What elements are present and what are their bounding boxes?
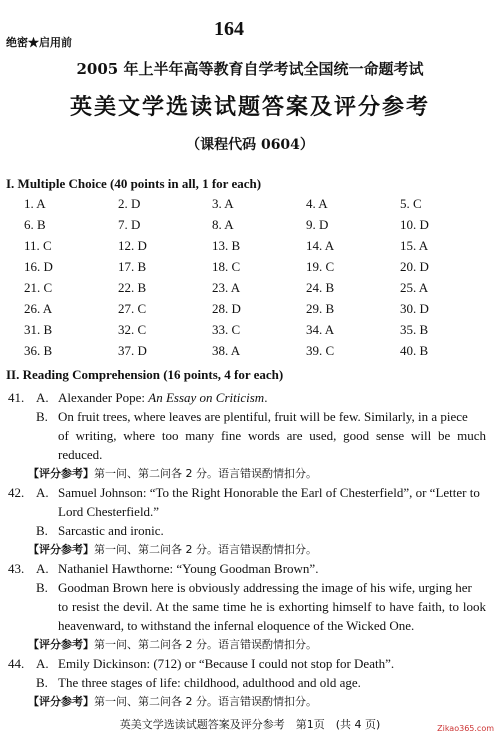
answer-label-a: A. [36, 390, 49, 405]
answer-cell: 3. A [212, 196, 234, 211]
answer-cell: 40. B [400, 343, 429, 358]
answer-label-b: B. [36, 409, 48, 424]
scoring-note [0, 692, 500, 711]
answer-cell: 23. A [212, 280, 241, 295]
scoring-text: 第一问、第二问各 2 分。语言错误酌情扣分。 [94, 638, 317, 651]
scoring-note [0, 464, 500, 483]
answer-cell: 10. D [400, 217, 429, 232]
answer-cell: 27. C [118, 301, 147, 316]
scoring-tag: 【评分参考】 [28, 695, 94, 708]
answer-b-text: Sarcastic and ironic. [58, 523, 164, 538]
answer-label-b: B. [36, 523, 48, 538]
answer-label-b: B. [36, 675, 48, 690]
answer-a-text: Emily Dickinson: (712) or “Because I could not stop for Death”. [58, 656, 395, 671]
question-43 [0, 559, 500, 654]
answer-a-text: Nathaniel Hawthorne: “Young Goodman Brown”. [58, 561, 319, 576]
answer-row [24, 343, 494, 364]
answer-cell: 12. D [118, 238, 147, 253]
answer-b-text: Goodman Brown here is obviously addressing the image of his wife, urging her [58, 580, 472, 595]
answer-cell: 2. D [118, 196, 141, 211]
scoring-text: 第一问、第二问各 2 分。语言错误酌情扣分。 [94, 467, 317, 480]
answer-cell: 34. A [306, 322, 335, 337]
answer-cell: 39. C [306, 343, 335, 358]
answer-b-continued: of writing, where too many fine words are used, good sense will be much reduced. [58, 428, 486, 462]
question-44 [0, 654, 500, 711]
document-title: 英美文学选读试题答案及评分参考 [69, 94, 430, 120]
course-code: （课程代码 0604） [186, 137, 314, 153]
answer-cell: 4. A [306, 196, 328, 211]
watermark: Zikao365.com [437, 724, 494, 733]
question-number: 44. [8, 656, 25, 671]
answer-row [24, 259, 494, 280]
answer-cell: 21. C [24, 280, 53, 295]
answer-row [24, 238, 494, 259]
exam-title: 2005 年上半年高等教育自学考试全国统一命题考试 [76, 60, 424, 78]
answer-label-a: A. [36, 485, 49, 500]
answer-cell: 7. D [118, 217, 141, 232]
confidential-label: 绝密★启用前 [6, 36, 72, 49]
answer-cell: 16. D [24, 259, 53, 274]
scoring-tag: 【评分参考】 [28, 638, 94, 651]
answer-row [24, 322, 494, 343]
question-number: 43. [8, 561, 25, 576]
answer-cell: 36. B [24, 343, 53, 358]
answer-cell: 11. C [24, 238, 52, 253]
reading-answers [0, 388, 500, 711]
answer-a-continued: Lord Chesterfield.” [58, 504, 160, 519]
answer-cell: 6. B [24, 217, 46, 232]
answer-cell: 15. A [400, 238, 429, 253]
page-footer: 英美文学选读试题答案及评分参考 第1页 (共 4 页) [119, 718, 381, 731]
section-heading-reading: II. Reading Comprehension (16 points, 4 for each) [6, 367, 284, 382]
answer-cell: 30. D [400, 301, 429, 316]
scoring-text: 第一问、第二问各 2 分。语言错误酌情扣分。 [94, 695, 317, 708]
answer-grid [24, 196, 494, 364]
answer-cell: 13. B [212, 238, 241, 253]
answer-cell: 35. B [400, 322, 429, 337]
answer-row [24, 196, 494, 217]
answer-label-b: B. [36, 580, 48, 595]
answer-label-a: A. [36, 656, 49, 671]
answer-row [24, 217, 494, 238]
question-41 [0, 388, 500, 483]
section-heading-multiple-choice: I. Multiple Choice (40 points in all, 1 for each) [6, 176, 262, 191]
answer-cell: 26. A [24, 301, 53, 316]
answer-cell: 20. D [400, 259, 429, 274]
answer-a-punct: . [264, 390, 268, 405]
answer-cell: 37. D [118, 343, 147, 358]
answer-cell: 5. C [400, 196, 422, 211]
answer-cell: 32. C [118, 322, 147, 337]
scoring-note [0, 540, 500, 559]
answer-cell: 22. B [118, 280, 147, 295]
answer-a-text: Samuel Johnson: “To the Right Honorable the Earl of Chesterfield”, or “Letter to [58, 485, 480, 500]
answer-row [24, 301, 494, 322]
answer-cell: 24. B [306, 280, 335, 295]
scoring-tag: 【评分参考】 [28, 467, 94, 480]
answer-label-a: A. [36, 561, 49, 576]
answer-cell: 9. D [306, 217, 329, 232]
answer-cell: 33. C [212, 322, 241, 337]
work-title: An Essay on Criticism [148, 390, 265, 405]
page-code: 164 [214, 18, 244, 40]
answer-cell: 28. D [212, 301, 241, 316]
answer-b-text: The three stages of life: childhood, adulthood and old age. [58, 675, 361, 690]
scoring-text: 第一问、第二问各 2 分。语言错误酌情扣分。 [94, 543, 317, 556]
answer-cell: 8. A [212, 217, 234, 232]
answer-cell: 18. C [212, 259, 241, 274]
question-number: 41. [8, 390, 25, 405]
answer-row [24, 280, 494, 301]
scoring-tag: 【评分参考】 [28, 543, 94, 556]
answer-cell: 38. A [212, 343, 241, 358]
answer-cell: 14. A [306, 238, 335, 253]
answer-b-continued: to resist the devil. At the same time he is exhorting himself to have faith, to look heavenward, to withstand the infernal eloquence of the Wicked One. [58, 599, 486, 633]
answer-b-text: On fruit trees, where leaves are plentiful, fruit will be few. Similarly, in a piece [58, 409, 468, 424]
answer-cell: 25. A [400, 280, 429, 295]
answer-a-text: Alexander Pope: [58, 390, 149, 405]
answer-cell: 17. B [118, 259, 147, 274]
scoring-note [0, 635, 500, 654]
answer-cell: 19. C [306, 259, 335, 274]
answer-cell: 1. A [24, 196, 46, 211]
question-number: 42. [8, 485, 25, 500]
question-42 [0, 483, 500, 559]
answer-cell: 31. B [24, 322, 53, 337]
answer-cell: 29. B [306, 301, 335, 316]
